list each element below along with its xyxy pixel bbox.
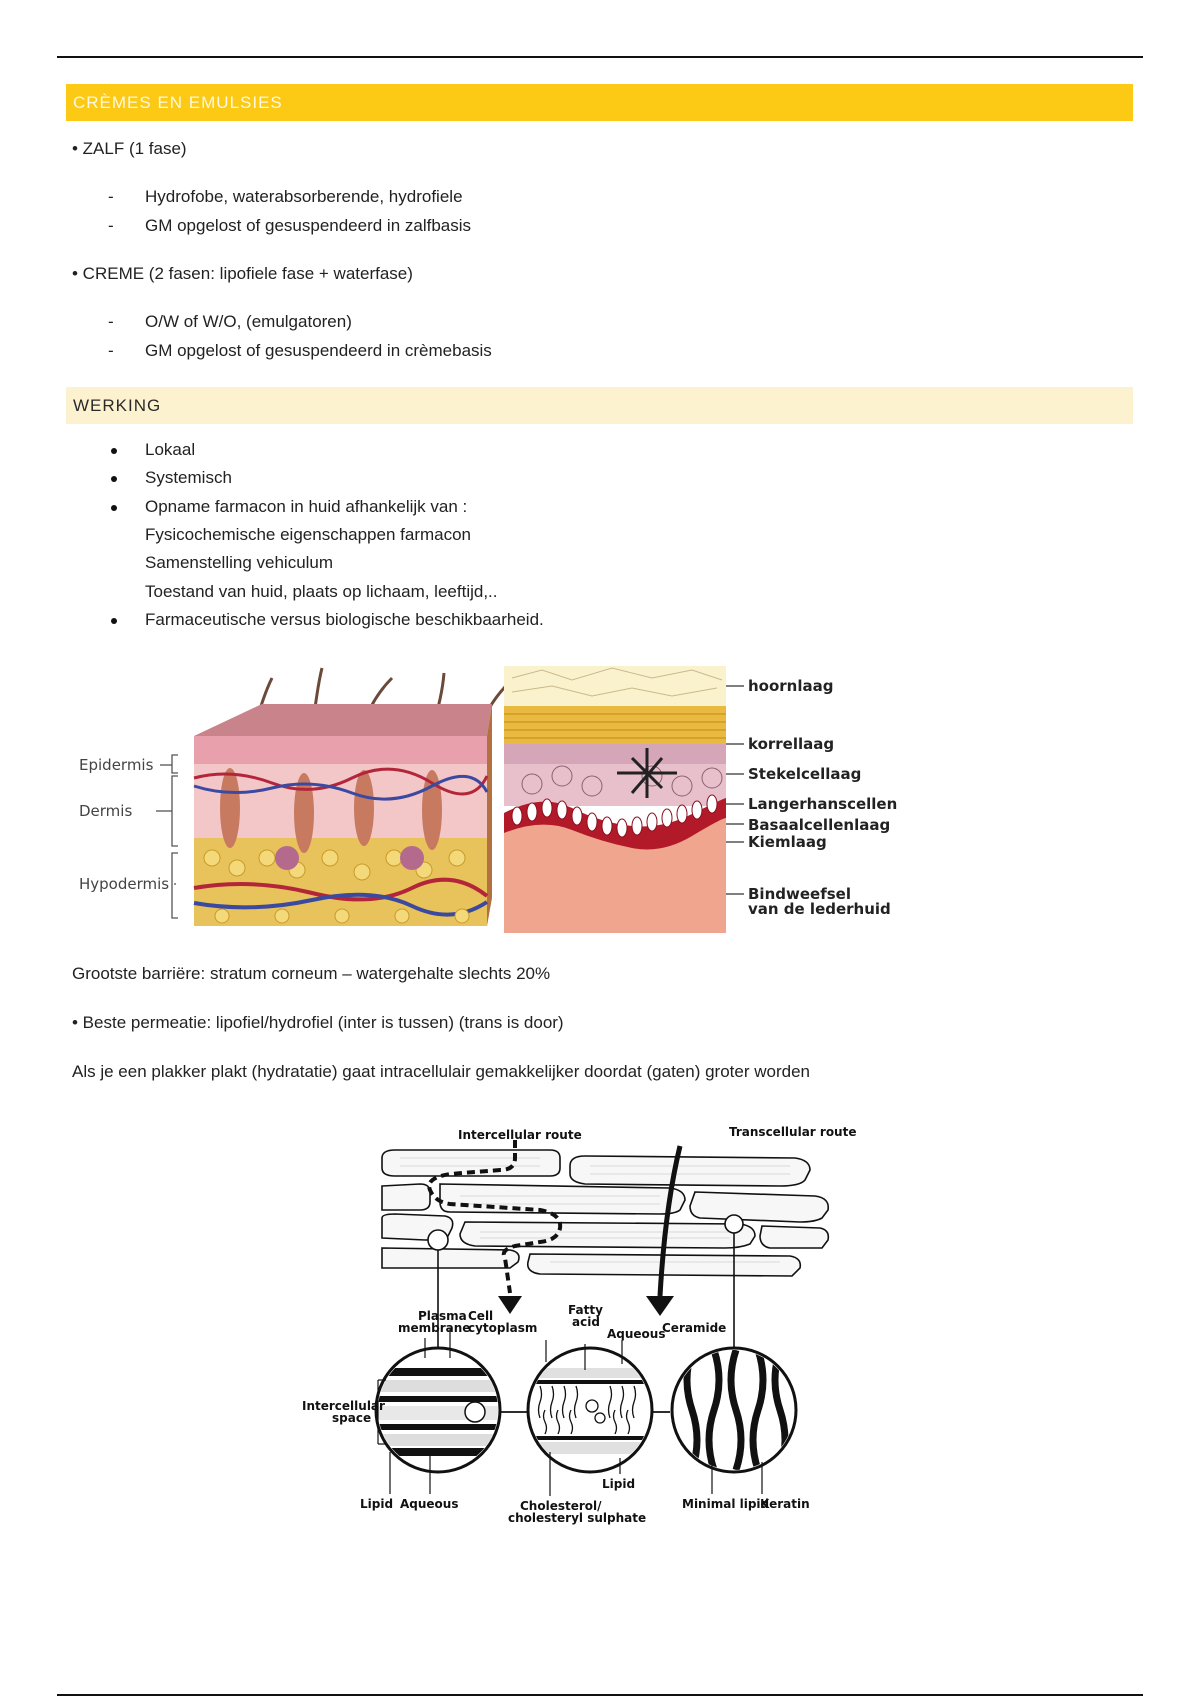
label-aqueous-top: Aqueous (607, 1327, 666, 1341)
dash-marker: - (108, 341, 114, 360)
bullet-icon (111, 476, 117, 482)
label-lipid-left: Lipid (360, 1497, 394, 1511)
label-intercellular: Intercellular (302, 1399, 385, 1413)
label-cholesterol: Cholesterol/ (520, 1499, 602, 1513)
label-kiemlaag: Kiemlaag (748, 833, 827, 851)
dash-marker: - (108, 312, 114, 331)
label-hypodermis: Hypodermis (79, 875, 170, 893)
lipid-bilayer-zoom (528, 1348, 670, 1472)
label-hoornlaag: hoornlaag (748, 677, 834, 695)
werking-bullet-4: Farmaceutische versus biologische beschikbaarheid. (145, 610, 544, 629)
paragraph-plakker: Als je een plakker plakt (hydratatie) gaat intracellulair gemakkelijker doordat (gaten) groter worden (72, 1062, 810, 1081)
bullet-icon (111, 448, 117, 454)
label-intercellular-route: Intercellular route (458, 1128, 582, 1142)
creme-title: • CREME (2 fasen: lipofiele fase + waterfase) (72, 264, 413, 283)
label-bindweefsel: Bindweefsel (748, 885, 851, 903)
top-rule (57, 56, 1143, 58)
creme-item-1: O/W of W/O, (emulgatoren) (145, 312, 352, 331)
werking-subline-3: Toestand van huid, plaats op lichaam, leeftijd,.. (145, 582, 498, 601)
label-cytoplasm: cytoplasm (468, 1321, 538, 1335)
intercellular-space-zoom (376, 1348, 530, 1472)
label-lipid-mid: Lipid (602, 1477, 636, 1491)
label-lederhuid: van de lederhuid (748, 900, 891, 918)
epidermis-layers-illustration (504, 666, 726, 933)
dash-marker: - (108, 187, 114, 206)
label-ceramide: Ceramide (662, 1321, 727, 1335)
werking-bullet-2: Systemisch (145, 468, 232, 487)
label-minimal-lipid: Minimal lipid (682, 1497, 770, 1511)
section-heading-cremes: CRÈMES EN EMULSIES (66, 84, 1133, 121)
keratin-zoom (672, 1348, 796, 1472)
zalf-item-2: GM opgelost of gesuspendeerd in zalfbasis (145, 216, 472, 235)
stratum-corneum-layers (382, 1150, 828, 1276)
werking-bullet-1: Lokaal (145, 440, 196, 459)
werking-subline-2: Samenstelling vehiculum (145, 553, 334, 572)
zalf-item-1: Hydrofobe, waterabsorberende, hydrofiele (145, 187, 463, 206)
label-stekelcellaag: Stekelcellaag (748, 765, 862, 783)
label-aqueous-bottom: Aqueous (400, 1497, 459, 1511)
bullet-icon (111, 618, 117, 624)
label-keratin: Keratin (760, 1497, 810, 1511)
bottom-rule (57, 1694, 1143, 1696)
penetration-routes-diagram (300, 1118, 880, 1530)
label-acid: acid (572, 1315, 600, 1329)
label-cholesteryl: cholesteryl sulphate (508, 1511, 647, 1525)
paragraph-permeatie: • Beste permeatie: lipofiel/hydrofiel (inter is tussen) (trans is door) (72, 1013, 564, 1032)
label-langerhanscellen: Langerhanscellen (748, 795, 898, 813)
zalf-title: • ZALF (1 fase) (72, 139, 187, 158)
label-cell: Cell (468, 1309, 494, 1323)
label-transcellular-route: Transcellular route (729, 1125, 857, 1139)
label-epidermis: Epidermis (79, 756, 154, 774)
paragraph-barrier: Grootste barriëre: stratum corneum – watergehalte slechts 20% (72, 964, 551, 983)
label-membrane: membrane (398, 1321, 471, 1335)
werking-bullet-3: Opname farmacon in huid afhankelijk van : (145, 497, 468, 516)
label-fatty: Fatty (568, 1303, 603, 1317)
dash-marker: - (108, 216, 114, 235)
label-korrellaag: korrellaag (748, 735, 835, 753)
werking-subline-1: Fysicochemische eigenschappen farmacon (145, 525, 472, 544)
label-space: space (332, 1411, 372, 1425)
skin-layers-figure (72, 658, 912, 940)
label-plasma: Plasma (418, 1309, 467, 1323)
section-heading-werking: WERKING (66, 387, 1133, 424)
label-basaalcellenlaag: Basaalcellenlaag (748, 816, 891, 834)
skin-block-illustration (194, 668, 514, 926)
bullet-icon (111, 505, 117, 511)
creme-item-2: GM opgelost of gesuspendeerd in crèmebasis (145, 341, 492, 360)
label-dermis: Dermis (79, 802, 133, 820)
